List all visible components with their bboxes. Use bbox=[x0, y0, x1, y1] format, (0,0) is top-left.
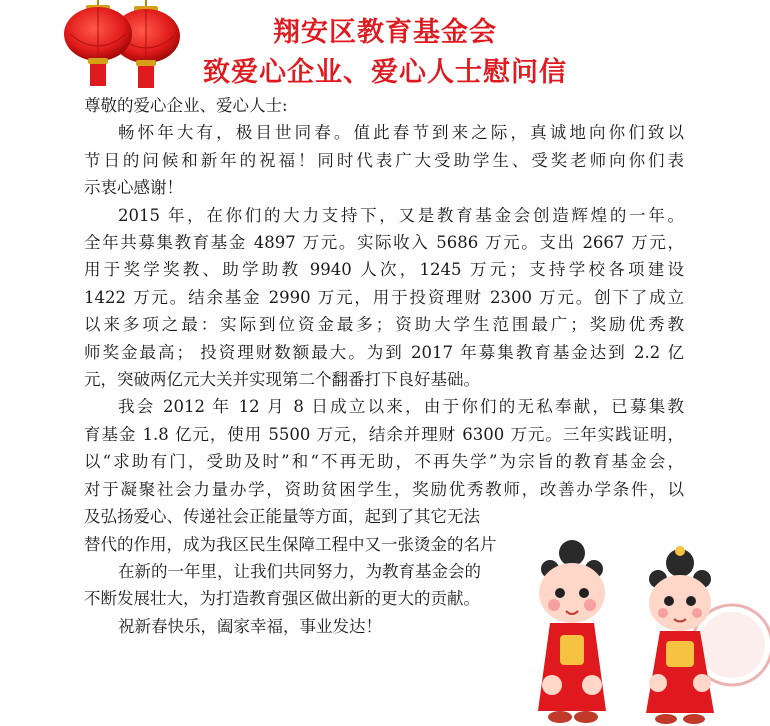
text-line: 在新的一年里，让我们共同努力，为教育基金会的 bbox=[118, 561, 481, 581]
text-line: 以来多项之最：实际到位资金最多；资助大学生范围最广；奖励优秀教 bbox=[84, 315, 684, 335]
paragraph-greeting bbox=[84, 119, 684, 201]
text-line: 替代的作用，成为我区民生保障工程中又一张烫金的名片 bbox=[84, 534, 497, 554]
text-line: 用于奖学奖教、助学助教 9940 人次，1245 万元；支持学校各项建设 bbox=[84, 260, 684, 280]
paragraph-2015-summary bbox=[84, 202, 684, 394]
text-line: 以“求助有门，受助及时”和“不再无助，不再失学”为宗旨的教育基金会， bbox=[84, 452, 684, 472]
text-line: 全年共募集教育基金 4897 万元。实际收入 5686 万元。支出 2667 万元， bbox=[84, 233, 684, 253]
text-line: 2015 年，在你们的大力支持下，又是教育基金会创造辉煌的一年。 bbox=[118, 205, 684, 225]
text-line: 示衷心感谢！ bbox=[84, 178, 183, 198]
new-year-children-illustration-icon bbox=[520, 535, 770, 726]
salutation: 尊敬的爱心企业、爱心人士: bbox=[84, 96, 288, 115]
text-line: 元，突破两亿元大关并实现第二个翻番打下良好基础。 bbox=[84, 370, 480, 390]
text-line: 1422 万元。结余基金 2990 万元，用于投资理财 2300 万元。创下了成立 bbox=[84, 287, 684, 307]
text-line: 师奖金最高； 投资理财数额最大。为到 2017 年募集教育基金达到 2.2 亿 bbox=[84, 342, 684, 362]
page-subtitle: 致爱心企业、爱心人士慰问信 bbox=[203, 57, 567, 88]
text-line: 及弘扬爱心、传递社会正能量等方面，起到了其它无法 bbox=[84, 507, 480, 527]
page-title: 翔安区教育基金会 bbox=[273, 17, 497, 48]
text-line: 对于凝聚社会力量办学，资助贫困学生，奖励优秀教师，改善办学条件，以 bbox=[84, 479, 684, 499]
closing-wishes: 祝新春快乐，阖家幸福，事业发达！ bbox=[118, 616, 382, 636]
text-line: 节日的问候和新年的祝福！同时代表广大受助学生、受奖老师向你们表 bbox=[84, 150, 684, 170]
text-line: 不断发展壮大，为打造教育强区做出新的更大的贡献。 bbox=[84, 589, 480, 609]
paragraph-history bbox=[84, 393, 684, 557]
text-line: 育基金 1.8 亿元，使用 5500 万元，结余并理财 6300 万元。三年实践证明， bbox=[84, 424, 684, 444]
text-line: 我会 2012 年 12 月 8 日成立以来，由于你们的无私奉献，已募集教 bbox=[118, 397, 684, 417]
text-line: 畅怀年大有，极目世同春。值此春节到来之际，真诚地向你们致以 bbox=[118, 123, 684, 143]
